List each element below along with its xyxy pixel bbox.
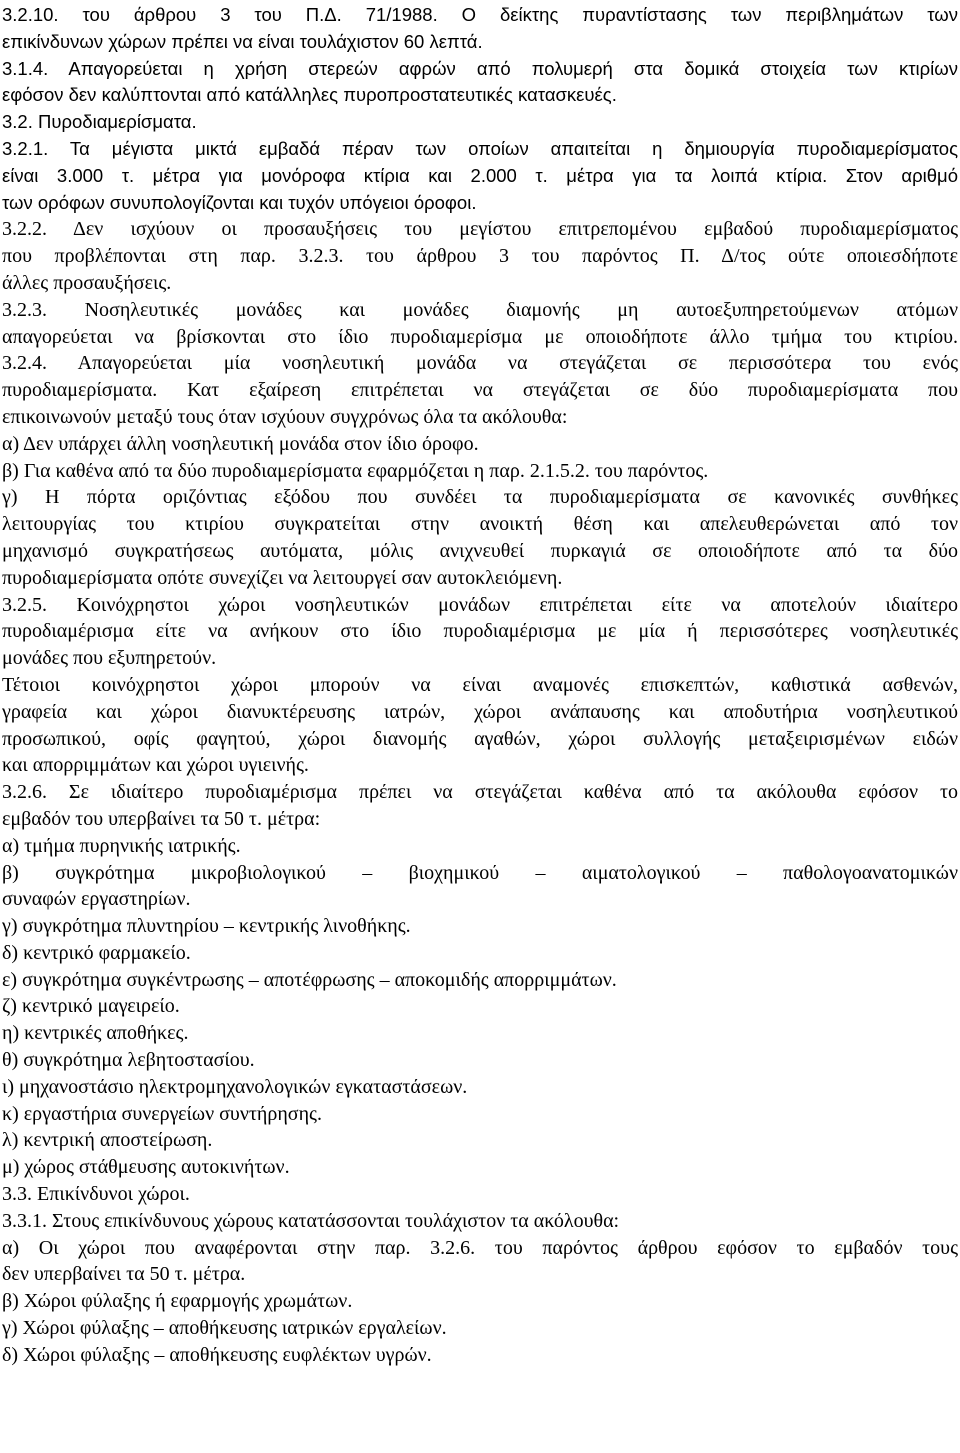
text-line: πυροδιαμερίσματα. Κατ εξαίρεση επιτρέπεται να στεγάζεται σε δύο πυροδιαμερίσματα που	[2, 379, 958, 402]
text-line: γ) συγκρότημα πλυντηρίου – κεντρικής λινοθήκης.	[2, 915, 411, 938]
text-line: 3.3. Επικίνδυνοι χώροι.	[2, 1183, 190, 1206]
text-line: προσωπικού, οφίς φαγητού, χώροι διανομής αγαθών, χώροι συλλογής μεταξειρισμένων ειδών	[2, 727, 958, 750]
text-line: πυροδιαμερίσματα οπότε συνεχίζει να λειτουργεί σαν αυτοκλειόμενη.	[2, 566, 563, 589]
text-line: 3.2.5. Κοινόχρηστοι χώροι νοσηλευτικών μονάδων επιτρέπεται είτε να αποτελούν ιδιαίτερο	[2, 593, 958, 616]
text-line: γ) Η πόρτα οριζόντιας εξόδου που συνδέει τα πυροδιαμερίσματα σε κανονικές συνθήκες	[2, 486, 958, 509]
text-line: εφόσον δεν καλύπτονται από κατάλληλες πυροπροστατευτικές κατασκευές.	[2, 84, 617, 106]
text-line: άλλες προσαυξήσεις.	[2, 271, 172, 294]
text-line: β) Για καθένα από τα δύο πυροδιαμερίσματα εφαρμόζεται η παρ. 2.1.5.2. του παρόντος.	[2, 459, 709, 482]
text-line: λ) κεντρική αποστείρωση.	[2, 1129, 213, 1152]
text-line: Τέτοιοι κοινόχρηστοι χώροι μπορούν να είναι αναμονές επισκεπτών, καθιστικά ασθενών,	[2, 673, 958, 696]
text-line: και απορριμμάτων και χώροι υγιεινής.	[2, 754, 309, 777]
text-line: 3.2. Πυροδιαμερίσματα.	[2, 111, 197, 133]
text-line: δ) Χώροι φύλαξης – αποθήκευσης ευφλέκτων υγρών.	[2, 1343, 432, 1366]
text-line: γραφεία και χώροι διανυκτέρευσης ιατρών, χώροι ανάπαυσης και αποδυτήρια νοσηλευτικού	[2, 700, 958, 723]
text-line: η) κεντρικές αποθήκες.	[2, 1022, 189, 1045]
text-line: απαγορεύεται να βρίσκονται στο ίδιο πυροδιαμερίσμα με οποιοδήποτε άλλο τμήμα του κτιρίου.	[2, 325, 958, 348]
text-line: ε) συγκρότημα συγκέντρωσης – αποτέφρωσης – αποκομιδής απορριμμάτων.	[2, 968, 617, 991]
text-line: μονάδες που εξυπηρετούν.	[2, 647, 217, 670]
text-line: 3.3.1. Στους επικίνδυνους χώρους κατατάσσονται τουλάχιστον τα ακόλουθα:	[2, 1209, 620, 1232]
text-line: 3.2.2. Δεν ισχύουν οι προσαυξήσεις του μεγίστου επιτρεπομένου εμβαδού πυροδιαμερίσματος	[2, 218, 958, 241]
text-line: είναι 3.000 τ. μέτρα για μονόροφα κτίρια και 2.000 τ. μέτρα για τα λοιπά κτίρια. Στον αριθμό	[2, 164, 958, 186]
text-line: 3.2.6. Σε ιδιαίτερο πυροδιαμέρισμα πρέπει να στεγάζεται καθένα από τα ακόλουθα εφόσον το	[2, 781, 958, 804]
text-line: που προβλέπονται στη παρ. 3.2.3. του άρθρου 3 του παρόντος Π. Δ/τος ούτε οποιεσδήποτε	[2, 245, 958, 268]
text-line: ι) μηχανοστάσιο ηλεκτρομηχανολογικών εγκαταστάσεων.	[2, 1075, 468, 1098]
text-line: δ) κεντρικό φαρμακείο.	[2, 941, 191, 964]
text-line: λειτουργίας του κτιρίου συγκρατείται στην ανοικτή θέση και απελευθερώνεται από τον	[2, 513, 958, 536]
text-line: 3.2.3. Νοσηλευτικές μονάδες και μονάδες διαμονής μη αυτοεξυπηρετούμενων ατόμων	[2, 298, 958, 321]
text-line: μ) χώρος στάθμευσης αυτοκινήτων.	[2, 1156, 290, 1179]
text-line: α) τμήμα πυρηνικής ιατρικής.	[2, 834, 241, 857]
text-line: ζ) κεντρικό μαγειρείο.	[2, 995, 180, 1018]
text-line: β) Χώροι φύλαξης ή εφαρμογής χρωμάτων.	[2, 1290, 353, 1313]
text-line: επικίνδυνων χώρων πρέπει να είναι τουλάχιστον 60 λεπτά.	[2, 30, 483, 52]
text-line: πυροδιαμέρισμα είτε να ανήκουν στο ίδιο πυροδιαμέρισμα με μία ή περισσότερες νοσηλευτικές	[2, 620, 958, 643]
text-line: δεν υπερβαίνει τα 50 τ. μέτρα.	[2, 1263, 246, 1286]
text-line: 3.2.10. του άρθρου 3 του Π.Δ. 71/1988. Ο δείκτης πυραντίστασης των περιβλημάτων των	[2, 4, 958, 25]
text-line: των ορόφων συνυπολογίζονται και τυχόν υπόγειοι όροφοι.	[2, 191, 477, 213]
text-line: κ) εργαστήρια συνεργείων συντήρησης.	[2, 1102, 322, 1125]
text-line: θ) συγκρότημα λεβητοστασίου.	[2, 1049, 255, 1072]
text-line: 3.1.4. Απαγορεύεται η χρήση στερεών αφρών από πολυμερή στα δομικά στοιχεία των κτιρίων	[2, 57, 958, 79]
text-line: συναφών εργαστηρίων.	[2, 888, 191, 911]
text-line: μηχανισμό συγκρατήσεως αυτόματα, μόλις ανιχνευθεί πυρκαγιά σε οποιοδήποτε από τα δύο	[2, 539, 958, 562]
text-line: γ) Χώροι φύλαξης – αποθήκευσης ιατρικών εργαλείων.	[2, 1317, 447, 1340]
text-line: εμβαδόν του υπερβαίνει τα 50 τ. μέτρα:	[2, 807, 321, 830]
text-line: α) Οι χώροι που αναφέρονται στην παρ. 3.2.6. του παρόντος άρθρου εφόσον το εμβαδόν τους	[2, 1236, 958, 1259]
text-line: επικοινωνούν μεταξύ τους όταν ισχύουν συγχρόνως όλα τα ακόλουθα:	[2, 405, 568, 428]
text-line: β) συγκρότημα μικροβιολογικού – βιοχημικού – αιματολογικού – παθολογοανατομικών	[2, 861, 958, 884]
text-line: 3.2.4. Απαγορεύεται μία νοσηλευτική μονάδα να στεγάζεται σε περισσότερα του ενός	[2, 352, 958, 375]
text-line: 3.2.1. Τα μέγιστα μικτά εμβαδά πέραν των οποίων απαιτείται η δημιουργία πυροδιαμερίσματος	[2, 137, 958, 159]
text-line: α) Δεν υπάρχει άλλη νοσηλευτική μονάδα στον ίδιο όροφο.	[2, 432, 479, 455]
